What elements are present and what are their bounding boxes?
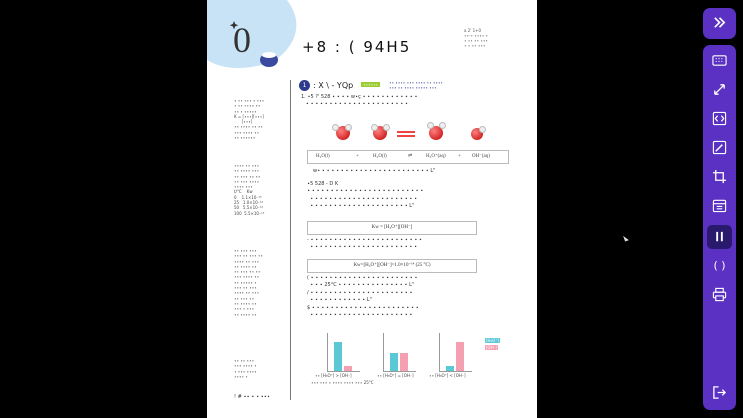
paragraph: - ∙ ∙ ∙ ∙ ∙ ∙ ∙ ∙ ∙ ∙ ∙ ∙ ∙ ∙ ∙ ∙ ∙ ∙ ∙ ∙ ∙ ∙ ∙ ∙ ∙ ∙ ∙ ∙ ∙ ∙ ∙ ∙ ∙ ∙ ∙ ∙ ∙ ∙ ∙ ∙ ∙ ∙ ∙ ∙ ∙ ∙ ∙ [307,237,423,251]
chart-caption: ∙∙ [H₃O⁺] > [OH⁻] [315,373,352,378]
header-decoration [207,0,302,72]
page-footer: ! # ∙∙ ∙ ∙ ∙∙∙ [234,394,271,400]
section-tag: ∙∙∙∙∙∙ [363,82,379,87]
section-tag-note: ∙∙ ∙∙∙∙ ∙∙∙ ∙∙∙∙ ∙∙ ∙∙∙∙ ∙∙∙ ∙∙ ∙∙∙∙ ∙∙∙∙∙ ∙∙∙ [389,80,443,90]
section-badge: 1 [299,80,310,91]
product-2: OH⁻(aq) [472,154,490,159]
corner-note: a 2' 1+0 ∙∙-∙ ∙∙∙∙ ∙ ∙ ∙∙ ∙∙ ∙∙∙ ∙ ∙ ∙∙ ∙∙∙ [464,28,489,48]
plus-sign: + [458,154,461,159]
side-toolbar [703,45,736,410]
chapter-number: 0 [233,20,251,60]
edit-icon[interactable] [707,136,732,160]
bar-chart-2 [383,333,416,372]
section-header [299,80,535,92]
chart-caption: ∙∙ [H₃O⁺] < [OH⁻] [429,373,466,378]
paragraph: 1. ∙5 ?' 528 ∙ ∙ ∙ ∙ w∙ç ∙ ∙ ∙ ∙ ∙ ∙ ∙ ∙ ∙ ∙ ∙ ∙ ∙ ∙ ∙ ∙ ∙ ∙ ∙ ∙ ∙ ∙ ∙ ∙ ∙ ∙ ∙ ∙ ∙ ∙ ∙ ∙ ∙ ∙ [301,94,418,108]
side-note: ∙ ∙∙ ∙∙∙ ∙ ∙∙∙ ∙ ∙∙ ∙∙∙∙ ∙∙ ∙∙ ∙ ∙∙∙∙∙ K = [∙∙∙][∙∙∙] [∙∙∙] ∙∙ ∙∙∙∙ ∙∙ ∙∙ ∙∙∙ ∙∙∙∙ ∙∙ ∙∙ ∙∙∙∙∙∙ [234,98,265,141]
keyboard-icon[interactable] [707,49,732,73]
page-title: +8 : ( 94H5 [302,38,412,56]
chart-caption: ∙∙ [H₃O⁺] = [OH⁻] [377,373,414,378]
reaction-equation [307,150,509,164]
paragraph: w∙ ∙ ∙ ∙ ∙ ∙ ∙ ∙ ∙ ∙ ∙ ∙ ∙ ∙ ∙ ∙ ∙ ∙ ∙ ∙ ∙ ∙ ∙ ∙ L" [313,168,436,174]
bar-oh [456,342,464,371]
legend-oh: [OH⁻] [486,345,498,350]
chevrons-right-icon[interactable] [707,11,732,35]
formula-box: Kw=[H₃O⁺][OH⁻]=1.0×10⁻¹⁴ (25 °C) [307,259,477,273]
column-divider [290,80,291,400]
legend-h3o: [H₃O⁺] [486,338,499,343]
reactant-2: H₂O(l) [373,154,387,159]
mouse-cursor [623,234,629,241]
bar-h3o [390,353,398,371]
bar-chart-1 [327,333,360,372]
document-page [207,0,537,418]
code-icon[interactable] [707,107,732,131]
product-1: H₃O⁺(aq) [426,154,446,159]
side-note-table: ∙∙∙∙ ∙∙ ∙∙∙ ∙∙ ∙∙∙∙ ∙∙∙ ∙∙ ∙∙∙ ∙∙ ∙∙ ∙∙ ∙∙∙ ∙∙∙∙ ∙∙∙∙ ∙∙∙ t/°C Kw 0 1.1×10⁻¹⁵ 25 1.0×10⁻¹⁴ 50 5.5×10⁻¹⁴ 100 5.5×10⁻¹³ [234,163,265,216]
paragraph: ( ∙ ∙ ∙ ∙ ∙ ∙ ∙ ∙ ∙ ∙ ∙ ∙ ∙ ∙ ∙ ∙ ∙ ∙ ∙ ∙ ∙ ∙ ∙ ∙ ∙ ∙ 25°C ∙ ∙ ∙ ∙ ∙ ∙ ∙ ∙ ∙ ∙ ∙ ∙ ∙ ∙ ∙ L" / ∙ ∙ ∙ ∙ ∙ ∙ ∙ ∙ ∙ ∙ ∙ ∙ ∙ ∙ ∙ ∙ ∙ ∙ ∙ ∙ ∙ ∙ ∙ ∙ ∙ ∙ ∙ ∙ ∙ ∙ ∙ ∙ ∙ ∙ L" $ ∙ ∙ ∙ ∙ ∙ ∙ ∙ ∙ ∙ ∙ ∙ ∙ ∙ ∙ ∙ ∙ ∙ ∙ ∙ ∙ ∙ ∙ ∙ ∙ ∙ ∙ ∙ ∙ ∙ ∙ ∙ ∙ ∙ ∙ ∙ ∙ ∙ ∙ ∙ ∙ ∙ ∙ ∙ ∙ ∙ [307,275,419,319]
bar-oh [400,353,408,371]
chart-footnote: ∙∙∙ ∙∙∙ ∙ ∙∙∙∙ ∙∙∙∙ ∙∙∙ 25°C [311,380,374,385]
equilibrium-arrow: ⇌ [408,154,413,159]
calendar-icon[interactable] [707,194,732,218]
plus-sign: + [356,154,359,159]
bar-oh [344,366,352,371]
print-icon[interactable] [707,283,732,307]
bar-h3o [446,366,454,371]
bar-chart-3 [439,333,472,372]
exit-icon[interactable] [707,381,732,405]
crop-icon[interactable] [707,165,732,189]
pause-icon[interactable] [707,225,732,249]
section-title: : X \ - YQp [313,81,354,90]
braces-icon[interactable]: ( ) [713,259,726,272]
reactant-1: H₂O(l) [316,154,330,159]
side-note: ∙∙ ∙∙ ∙∙∙ ∙∙∙ ∙∙∙∙ ∙ ∙ ∙∙∙ ∙∙∙∙ ∙∙∙∙ ∙ [234,358,257,379]
paragraph: ∙5 528 - D K ∙ ∙ ∙ ∙ ∙ ∙ ∙ ∙ ∙ ∙ ∙ ∙ ∙ ∙ ∙ ∙ ∙ ∙ ∙ ∙ ∙ ∙ ∙ ∙ ∙ ∙ ∙ ∙ ∙ ∙ ∙ ∙ ∙ ∙ ∙ ∙ ∙ ∙ ∙ ∙ ∙ ∙ ∙ ∙ ∙ ∙ ∙ ∙ ∙ ∙ ∙ ∙ ∙ ∙ ∙ ∙ ∙ ∙ ∙ ∙ ∙ ∙ ∙ ∙ ∙ ∙ ∙ ∙ ∙ L" [307,181,424,210]
toolbar-toggle[interactable] [703,8,736,39]
resize-icon[interactable] [707,78,732,102]
formula-box: Kw = [H₃O⁺][OH⁻] [307,221,477,235]
side-note: ∙∙ ∙∙∙ ∙∙∙ ∙∙∙ ∙∙ ∙∙∙ ∙∙ ∙∙∙∙ ∙∙ ∙∙∙ ∙∙ ∙∙∙∙ ∙∙ ∙∙ ∙∙∙ ∙∙ ∙∙ ∙∙∙ ∙∙∙∙ ∙∙ ∙∙ ∙∙∙∙∙ ∙ ∙∙∙ ∙∙ ∙∙∙ ∙∙∙∙ ∙∙ ∙∙∙ ∙∙ ∙∙∙ ∙∙ ∙∙ ∙∙∙∙ ∙∙ ∙∙∙ ∙ ∙∙∙ ∙∙ ∙∙∙∙ ∙∙ [234,248,263,317]
bar-h3o [334,342,342,371]
